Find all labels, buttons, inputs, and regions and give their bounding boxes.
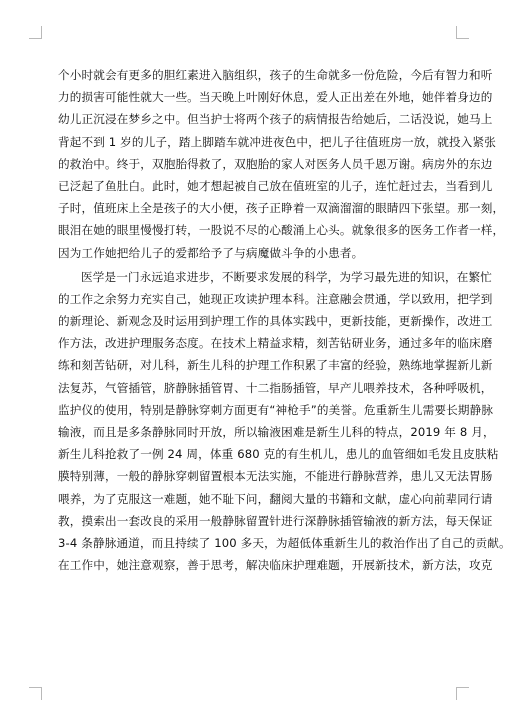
- crop-mark-top-right: [456, 26, 457, 39]
- text-line: 的工作之余努力充实自己，她现正攻读护理本科。注意融会贯通，学以致用，把学到: [58, 291, 493, 306]
- text-line: 教，摸索出一套改良的采用一般静脉留置针进行深静脉插管输液的新方法，每天保证: [58, 513, 493, 528]
- text-line: 3-4 条静脉通道，而且持续了 100 多天，为超低体重新生儿的救治作出了自己的贡献。: [58, 535, 511, 550]
- text-line: 力的损害可能性就大一些。当天晚上叶刚好休息，爱人正出差在外地，她伴着身边的: [58, 90, 493, 105]
- text-line: 法复苏，气管插管，脐静脉插管胃、十二指肠插管，早产儿喂养技术，各种呼吸机，: [58, 380, 493, 395]
- crop-mark-bottom-right: [456, 687, 457, 700]
- text-line: 作方法，改进护理服务态度。在技术上精益求精，刻苦钻研业务，通过多年的临床磨: [58, 336, 493, 351]
- paragraph-1: [58, 64, 505, 264]
- text-line: 幼儿正沉浸在梦乡之中。但当护士将两个孩子的病情报告给她后，二话没说，她马上: [58, 112, 493, 127]
- text-line: 的救治中。终于，双胞胎得救了，双胞胎的家人对医务人员千恩万谢。病房外的东边: [58, 156, 493, 171]
- crop-mark-bottom-right: [456, 687, 469, 688]
- text-line: 新生儿科抢救了一例 24 周，体重 680 克的有生机儿，患儿的血管细如毛发且皮肤粘: [58, 447, 499, 462]
- text-line: 膜特别薄，一般的静脉穿刺留置根本无法实施，不能进行静脉营养，患儿又无法胃肠: [58, 469, 493, 484]
- text-line: 背起不到 1 岁的儿子，踏上脚踏车就冲进夜色中，把儿子往值班房一放，就投入紧张: [58, 134, 496, 149]
- text-line: 在工作中，她注意观察，善于思考，解决临床护理难题，开展新技术，新方法，攻克: [58, 558, 493, 573]
- text-line: 眼泪在她的眼里慢慢打转，一股说不尽的心酸涌上心头。就象很多的医务工作者一样，: [58, 223, 505, 238]
- crop-mark-bottom-left: [41, 687, 42, 700]
- text-line: 输液，而且是多条静脉同时开放，所以输液困难是新生儿科的特点，2019 年 8 月，: [58, 425, 495, 439]
- text-line: 因为工作她把给儿子的爱都给予了与病魔做斗争的小患者。: [58, 245, 364, 260]
- body-text: [58, 64, 511, 576]
- paragraph-2: [58, 266, 511, 577]
- text-line: 的新理论、新观念及时运用到护理工作的具体实践中，更新技能，更新操作，改进工: [58, 314, 493, 329]
- crop-mark-top-left: [41, 26, 42, 39]
- text-line: 监护仪的使用，特别是静脉穿刺方面更有“神枪手”的美誉。危重新生儿需要长期静脉: [58, 402, 494, 417]
- text-line: 子时，值班床上全是孩子的大小便，孩子正睁着一双滴溜溜的眼睛四下张望。那一刻，: [58, 201, 505, 216]
- text-line: 已泛起了鱼肚白。此时，她才想起被自己放在值班室的儿子，连忙赶过去，当看到儿: [58, 178, 493, 193]
- text-line: 喂养，为了克服这一难题，她不耻下问，翻阅大量的书籍和文献，虚心向前辈同行请: [58, 491, 493, 506]
- text-line: 练和刻苦钻研，对儿科，新生儿科的护理工作积累了丰富的经验，熟练地掌握新儿新: [58, 358, 493, 373]
- text-line: 个小时就会有更多的胆红素进入脑组织，孩子的生命就多一份危险，今后有智力和听: [58, 68, 493, 82]
- text-line: 医学是一门永远追求进步，不断要求发展的科学，为学习最先进的知识，在繁忙: [81, 269, 493, 284]
- crop-mark-top-right: [456, 38, 469, 39]
